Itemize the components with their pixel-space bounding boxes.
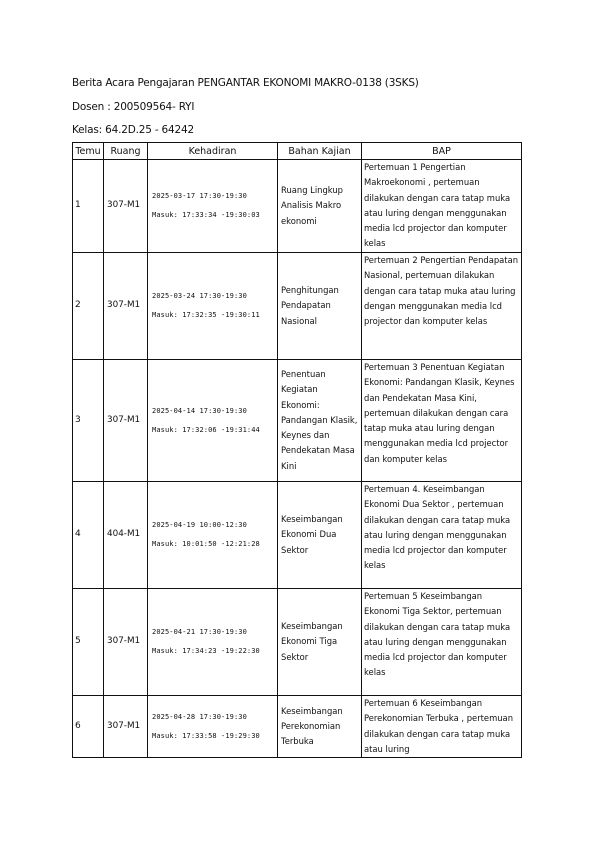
- checkin-time: Masuk: 17:32:35 -19:30:11: [152, 311, 260, 319]
- kehadiran-cell: [148, 696, 278, 758]
- checkin-time: Masuk: 17:33:58 -19:29:30: [152, 731, 260, 740]
- table-row: [73, 253, 522, 360]
- checkin-time: Masuk: 17:34:23 -19:22:30: [152, 647, 260, 655]
- bahan-kajian-cell: Keseimbangan Perekonomian Terbuka: [278, 696, 362, 758]
- bahan-kajian-cell: Keseimbangan Ekonomi Dua Sektor: [278, 482, 362, 589]
- temu-cell: 5: [73, 589, 104, 696]
- schedule-time: 2025-04-19 10:00-12:30: [152, 521, 247, 529]
- column-header-ruang: Ruang: [104, 143, 148, 160]
- ruang-cell: 307-M1: [104, 253, 148, 360]
- bap-cell: Pertemuan 1 Pengertian Makroekonomi , pertemuan dilakukan dengan cara tatap muka atau luring dengan menggunakan media lcd projector dan komputer kelas: [362, 160, 522, 253]
- bap-cell: Pertemuan 3 Penentuan Kegiatan Ekonomi: Pandangan Klasik, Keynes dan Pendekatan Masa Kini, pertemuan dilakukan dengan cara tatap muka atau luring dengan menggunakan media lcd projector dan komputer kelas: [362, 360, 522, 482]
- ruang-cell: 404-M1: [104, 482, 148, 589]
- schedule-time: 2025-04-28 17:30-19:30: [152, 712, 247, 721]
- table-row: [73, 589, 522, 696]
- temu-cell: 2: [73, 253, 104, 360]
- kehadiran-cell: [148, 360, 278, 482]
- column-header-bahan-kajian: Bahan Kajian: [278, 143, 362, 160]
- ruang-cell: 307-M1: [104, 360, 148, 482]
- table-header-row: [73, 143, 522, 160]
- column-header-temu: Temu: [73, 143, 104, 160]
- schedule-time: 2025-03-24 17:30-19:30: [152, 292, 247, 300]
- bap-cell: Pertemuan 5 Keseimbangan Ekonomi Tiga Sektor, pertemuan dilakukan dengan cara tatap muka atau luring dengan menggunakan media lcd projector dan komputer kelas: [362, 589, 522, 696]
- temu-cell: 4: [73, 482, 104, 589]
- table-row: [73, 696, 522, 758]
- class-line: Kelas: 64.2D.25 - 64242: [72, 124, 194, 136]
- temu-cell: 3: [73, 360, 104, 482]
- ruang-cell: 307-M1: [104, 589, 148, 696]
- bap-cell: Pertemuan 4. Keseimbangan Ekonomi Dua Sektor , pertemuan dilakukan dengan cara tatap muka atau luring dengan menggunakan media lcd projector dan komputer kelas: [362, 482, 522, 589]
- bahan-kajian-cell: Keseimbangan Ekonomi Tiga Sektor: [278, 589, 362, 696]
- bahan-kajian-cell: Penghitungan Pendapatan Nasional: [278, 253, 362, 360]
- checkin-time: Masuk: 10:01:50 -12:21:28: [152, 540, 260, 548]
- checkin-time: Masuk: 17:32:06 -19:31:44: [152, 425, 260, 434]
- kehadiran-cell: [148, 160, 278, 253]
- checkin-time: Masuk: 17:33:34 -19:30:03: [152, 211, 260, 219]
- kehadiran-cell: [148, 589, 278, 696]
- bap-cell: Pertemuan 6 Keseimbangan Perekonomian Terbuka , pertemuan dilakukan dengan cara tatap muka atau luring: [362, 696, 522, 758]
- kehadiran-cell: [148, 482, 278, 589]
- schedule-time: 2025-04-14 17:30-19:30: [152, 406, 247, 415]
- schedule-time: 2025-03-17 17:30-19:30: [152, 192, 247, 200]
- table-row: [73, 160, 522, 253]
- teaching-record-table: [72, 142, 522, 758]
- column-header-kehadiran: Kehadiran: [148, 143, 278, 160]
- bahan-kajian-cell: Penentuan Kegiatan Ekonomi: Pandangan Klasik, Keynes dan Pendekatan Masa Kini: [278, 360, 362, 482]
- ruang-cell: 307-M1: [104, 696, 148, 758]
- bap-cell: Pertemuan 2 Pengertian Pendapatan Nasional, pertemuan dilakukan dengan cara tatap muka atau luring dengan menggunakan media lcd projector dan komputer kelas: [362, 253, 522, 360]
- bahan-kajian-cell: Ruang Lingkup Analisis Makro ekonomi: [278, 160, 362, 253]
- kehadiran-cell: [148, 253, 278, 360]
- document-title: Berita Acara Pengajaran PENGANTAR EKONOMI MAKRO-0138 (3SKS): [72, 77, 419, 89]
- lecturer-line: Dosen : 200509564- RYI: [72, 101, 195, 113]
- schedule-time: 2025-04-21 17:30-19:30: [152, 628, 247, 636]
- column-header-bap: BAP: [362, 143, 522, 160]
- temu-cell: 1: [73, 160, 104, 253]
- temu-cell: 6: [73, 696, 104, 758]
- table-row: [73, 482, 522, 589]
- ruang-cell: 307-M1: [104, 160, 148, 253]
- table-row: [73, 360, 522, 482]
